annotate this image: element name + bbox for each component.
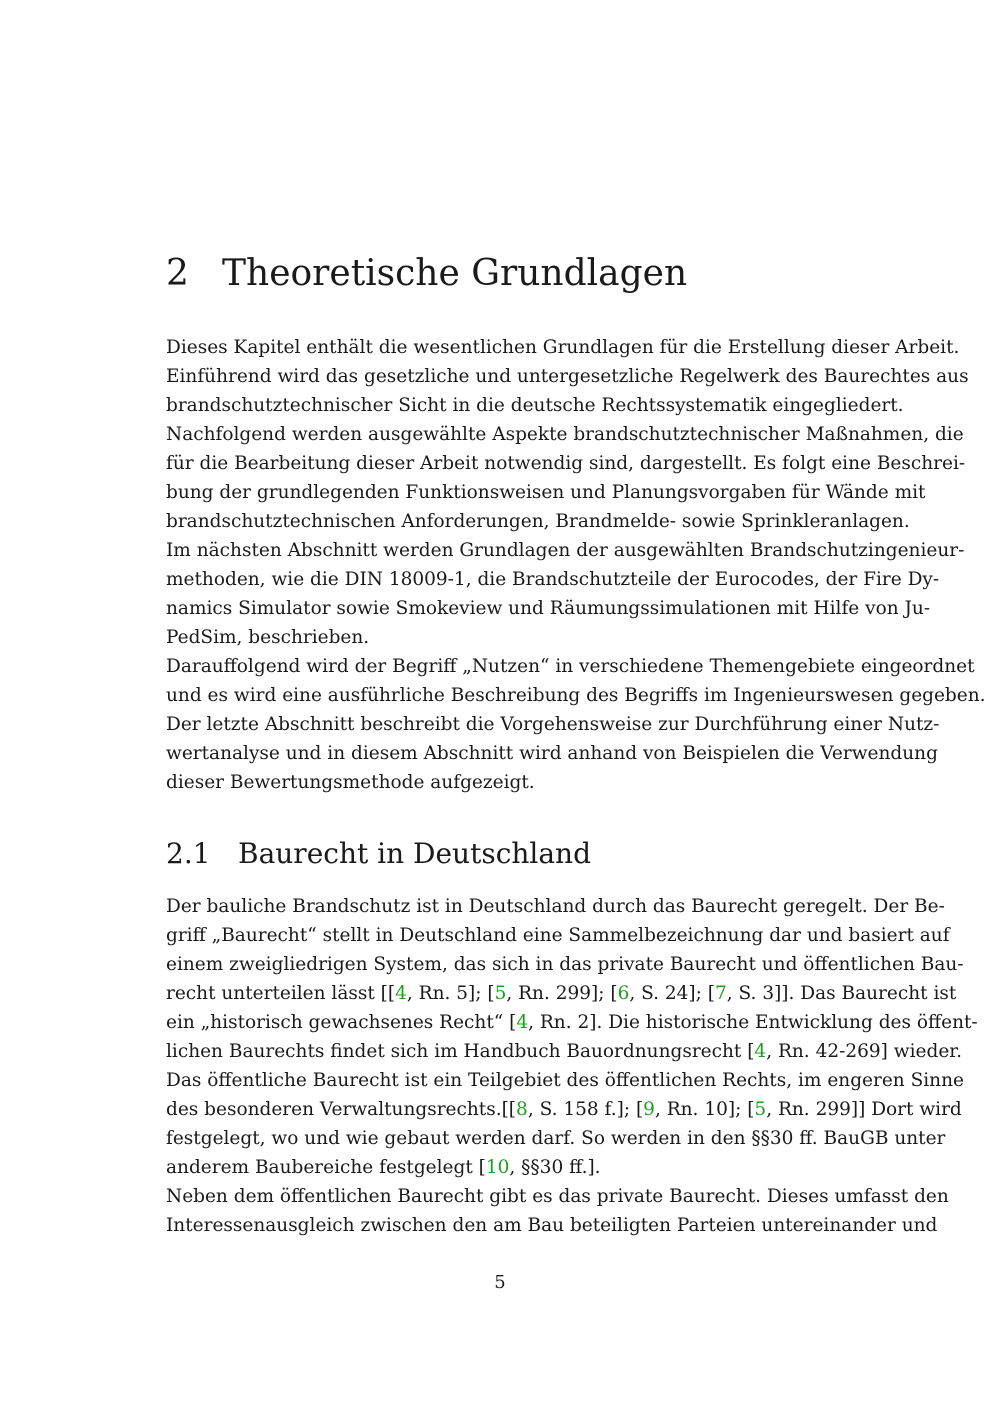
text-run: , S. 158 f.]; [ — [527, 1099, 644, 1120]
text-line: PedSim, beschrieben. — [166, 627, 370, 648]
citation-link[interactable]: 5 — [494, 983, 507, 1004]
text-line — [166, 979, 957, 1008]
text-line: dieser Bewertungsmethode aufgezeigt. — [166, 772, 535, 793]
text-line: Der letzte Abschnitt beschreibt die Vorgehensweise zur Durchführung einer Nutz- — [166, 714, 940, 735]
text-line: einem zweigliedrigen System, das sich in das private Baurecht und öffentlichen Bau- — [166, 954, 964, 975]
page-number: 5 — [494, 1272, 506, 1293]
text-line: und es wird eine ausführliche Beschreibung des Begriffs im Ingenieurswesen gegeben. — [166, 685, 986, 706]
text-line: methoden, wie die DIN 18009-1, die Brandschutzteile der Eurocodes, der Fire Dy- — [166, 569, 940, 590]
text-run: lichen Baurechts findet sich im Handbuch Bauordnungsrecht [ — [166, 1041, 755, 1062]
citation-link[interactable]: 10 — [485, 1157, 510, 1178]
citation-link[interactable]: 8 — [516, 1099, 528, 1120]
text-line — [166, 1095, 962, 1124]
text-line — [166, 1008, 978, 1037]
citation-link[interactable]: 4 — [516, 1012, 529, 1033]
text-line: Neben dem öffentlichen Baurecht gibt es das private Baurecht. Dieses umfasst den — [166, 1186, 949, 1207]
text-line: brandschutztechnischer Sicht in die deutsche Rechtssystematik eingegliedert. — [166, 395, 904, 416]
section-heading — [166, 836, 591, 872]
text-line: wertanalyse und in diesem Abschnitt wird anhand von Beispielen die Verwendung — [166, 743, 938, 764]
text-run: recht unterteilen lässt [[ — [166, 983, 396, 1004]
citation-link[interactable]: 4 — [395, 983, 407, 1004]
citation-link[interactable]: 5 — [754, 1099, 767, 1120]
text-line: bung der grundlegenden Funktionsweisen und Planungsvorgaben für Wände mit — [166, 482, 926, 503]
text-run: anderem Baubereiche festgelegt [ — [166, 1157, 486, 1178]
section-number: 2.1 — [166, 837, 211, 870]
citation-link[interactable]: 9 — [643, 1099, 655, 1120]
text-run: ein „historisch gewachsenes Recht“ [ — [166, 1012, 517, 1033]
text-line: namics Simulator sowie Smokeview und Räumungssimulationen mit Hilfe von Ju- — [166, 598, 931, 619]
text-run: , S. 3]]. Das Baurecht ist — [726, 983, 957, 1004]
text-run: , §§30 ff.]. — [509, 1157, 601, 1178]
chapter-title: Theoretische Grundlagen — [222, 253, 688, 294]
text-line: Im nächsten Abschnitt werden Grundlagen der ausgewählten Brandschutzingenieur- — [166, 540, 965, 561]
chapter-number: 2 — [166, 253, 189, 294]
text-line — [166, 1153, 881, 1182]
text-run: , Rn. 299]; [ — [506, 983, 618, 1004]
text-line: Dieses Kapitel enthält die wesentlichen Grundlagen für die Erstellung dieser Arbeit. — [166, 337, 960, 358]
text-run: , Rn. 5]; [ — [406, 983, 495, 1004]
text-line — [166, 1037, 962, 1066]
text-line: Einführend wird das gesetzliche und untergesetzliche Regelwerk des Baurechtes aus — [166, 366, 969, 387]
text-run: , S. 24]; [ — [629, 983, 715, 1004]
text-line: Nachfolgend werden ausgewählte Aspekte brandschutztechnischer Maßnahmen, die — [166, 424, 964, 445]
citation-link[interactable]: 4 — [754, 1041, 767, 1062]
text-line: Der bauliche Brandschutz ist in Deutschland durch das Baurecht geregelt. Der Be- — [166, 896, 945, 917]
citation-link[interactable]: 7 — [715, 983, 727, 1004]
citation-link[interactable]: 6 — [617, 983, 630, 1004]
text-run: , Rn. 299]] Dort wird — [766, 1099, 962, 1120]
text-line: Darauffolgend wird der Begriff „Nutzen“ in verschiedene Themengebiete eingeordnet — [166, 656, 975, 677]
text-run: , Rn. 10]; [ — [654, 1099, 755, 1120]
text-run: des besonderen Verwaltungsrechts.[[ — [166, 1099, 517, 1120]
text-run: , Rn. 42-269] wieder. — [766, 1041, 962, 1062]
section-title: Baurecht in Deutschland — [238, 837, 592, 870]
chapter-heading — [166, 252, 687, 296]
text-line: Das öffentliche Baurecht ist ein Teilgebiet des öffentlichen Rechts, im engeren Sinne — [166, 1070, 964, 1091]
text-line: Interessenausgleich zwischen den am Bau beteiligten Parteien untereinander und — [166, 1215, 938, 1236]
text-line: griff „Baurecht“ stellt in Deutschland eine Sammelbezeichnung dar und basiert auf — [166, 925, 950, 946]
text-line: für die Bearbeitung dieser Arbeit notwendig sind, dargestellt. Es folgt eine Beschrei- — [166, 453, 966, 474]
text-line: brandschutztechnischen Anforderungen, Brandmelde- sowie Sprinkleranlagen. — [166, 511, 910, 532]
text-line: festgelegt, wo und wie gebaut werden darf. So werden in den §§30 ff. BauGB unter — [166, 1128, 946, 1149]
text-run: , Rn. 2]. Die historische Entwicklung des öffent- — [528, 1012, 978, 1033]
